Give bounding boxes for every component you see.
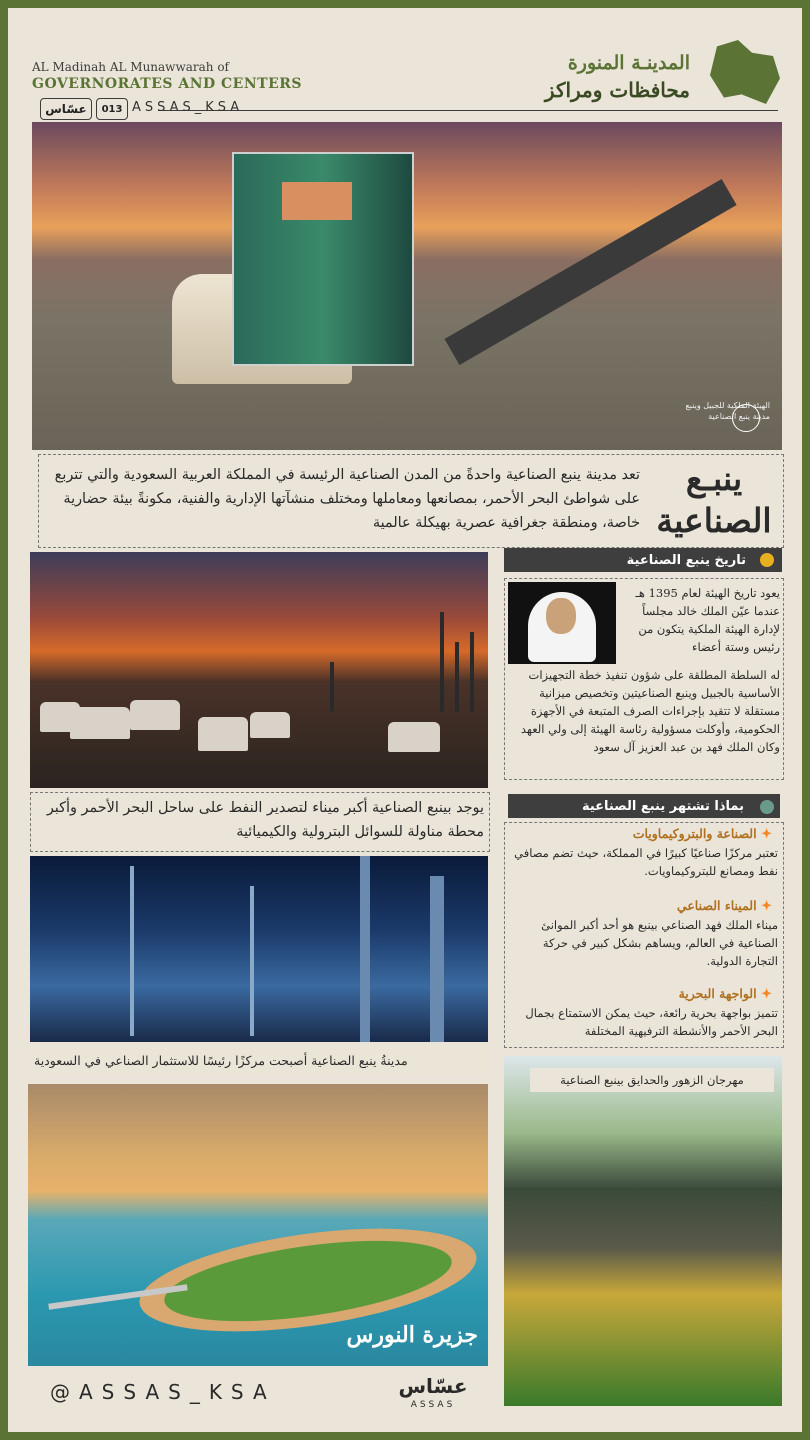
refinery-night-photo: [30, 856, 488, 1042]
flower-festival-photo: [504, 1056, 782, 1406]
history-text-top: يعود تاريخ الهيئة لعام 1395 هـ عندما عيّن الملك خالد مجلساً لإدارة الهيئة الملكية يتكون من رئيس وستة أعضاء: [635, 586, 780, 654]
issue-number-badge: 013: [96, 98, 128, 120]
famous-bullet-icon: [760, 800, 774, 814]
portrait-face: [546, 598, 576, 634]
highway: [445, 179, 737, 365]
chimney: [455, 642, 459, 712]
famous-section-title: بماذا تشتهر ينبع الصناعية: [581, 798, 744, 814]
refinery-sunset-photo: [30, 552, 488, 788]
history-bullet-icon: [760, 553, 774, 567]
header-handle: ASSAS_KSA: [132, 100, 244, 115]
port-caption: يوجد بينبع الصناعية أكبر ميناء لتصدير النفط على ساحل البحر الأحمر وأكبر محطة مناولة للسوائل البترولية والكيميائية: [46, 800, 484, 840]
famous-item-heading: ✦ الصناعة والبتروكيماويات: [632, 826, 772, 842]
madinah-map-icon: [710, 40, 780, 104]
footer-handle: @ASSAS_KSA: [50, 1380, 276, 1404]
storage-tank: [388, 722, 440, 752]
star-bullet-icon: ✦: [756, 827, 772, 842]
main-title-line2: الصناعية: [656, 501, 772, 540]
footer-logo-sub: ASSAS: [410, 1400, 456, 1410]
famous-item-heading: ✦ الميناء الصناعي: [676, 898, 772, 914]
history-section-title: تاريخ ينبع الصناعية: [626, 552, 746, 568]
hero-photo-yanbu-tower: [32, 122, 782, 450]
star-bullet-icon: ✦: [756, 987, 772, 1002]
famous-section-header: [508, 794, 780, 818]
refinery-tower: [250, 886, 254, 1036]
header-divider: [158, 110, 778, 111]
refinery-tower: [430, 876, 444, 1042]
refinery-tower: [130, 866, 134, 1036]
infographic-page: [8, 8, 802, 1432]
festival-caption: مهرجان الزهور والحدايق بينبع الصناعية: [530, 1068, 774, 1092]
main-title-line1: ينبـع: [685, 459, 743, 498]
tower-opening: [282, 182, 352, 220]
header-arabic-line1: المدينـة المنورة: [567, 52, 690, 74]
header-arabic-line2: محافظات ومراكز: [544, 78, 690, 102]
chimney: [330, 662, 334, 712]
watermark-line2: مدينة ينبع الصناعية: [708, 412, 770, 421]
famous-item-text: تتميز بواجهة بحرية رائعة، حيث يمكن الاستمتاع بجمال البحر الأحمر والأنشطة الترفيهية المختلفة: [525, 1006, 778, 1038]
star-bullet-icon: ✦: [756, 899, 772, 914]
storage-tank: [198, 717, 248, 751]
famous-item-heading: ✦ الواجهة البحرية: [678, 986, 772, 1002]
history-text-bottom: له السلطة المطلقة على شؤون تنفيذ خطة التجهيزات الأساسية بالجبيل وينبع الصناعيتين وتخصيص ميزانية مستقلة لا تتقيد بإجراءات الصرف المتبعة في الأجهزة الحكومية، وأوكلت مسؤولية رئاسة الهيئة إلى ولي العهد وكان الملك فهد بن عبد العزيز آل سعود: [520, 668, 780, 754]
storage-tank: [70, 707, 130, 739]
royal-commission-emblem-icon: [732, 404, 760, 432]
island-caption: جزيرة النورس: [346, 1322, 478, 1348]
watermark-line1: الهيئة الملكية للجبيل وينبع: [685, 401, 770, 410]
main-title: [648, 458, 780, 542]
assas-logo-badge: عسّاس: [40, 98, 92, 120]
industry-caption: مدينةُ ينبع الصناعية أصبحت مركزًا رئيسًا للاستثمار الصناعي في السعودية: [34, 1046, 486, 1074]
chimney: [470, 632, 474, 712]
famous-item-text: ميناء الملك فهد الصناعي بينبع هو أحد أكبر الموانئ الصناعية في العالم، ويساهم بشكل كبير في حركة التجارة الدولية.: [541, 918, 778, 968]
storage-tank: [130, 700, 180, 730]
header-english-line1: AL Madinah AL Munawwarah of: [32, 60, 229, 74]
chimney: [440, 612, 444, 712]
famous-item-text: تعتبر مركزًا صناعيًا كبيرًا في المملكة، حيث تضم مصافي نفط ومصانع للبتروكيماويات.: [514, 846, 778, 878]
storage-tank: [250, 712, 290, 738]
refinery-tower: [360, 856, 370, 1042]
history-section-header: [504, 548, 782, 572]
footer-logo: عسّاس: [398, 1374, 468, 1398]
intro-text: تعد مدينة ينبع الصناعية واحدةً من المدن الصناعية الرئيسة في المملكة العربية السعودية والتي تتربع على شواطئ البحر الأحمر، بمصانعها ومعاملها ومختلف منشآتها الإدارية والفنية، مكونةً بيئة حضارية خاصة، ومنطقة جغرافية عصرية بهيكلة عالمية: [54, 467, 640, 531]
header-english-line2: GOVERNORATES AND CENTERS: [32, 76, 302, 92]
